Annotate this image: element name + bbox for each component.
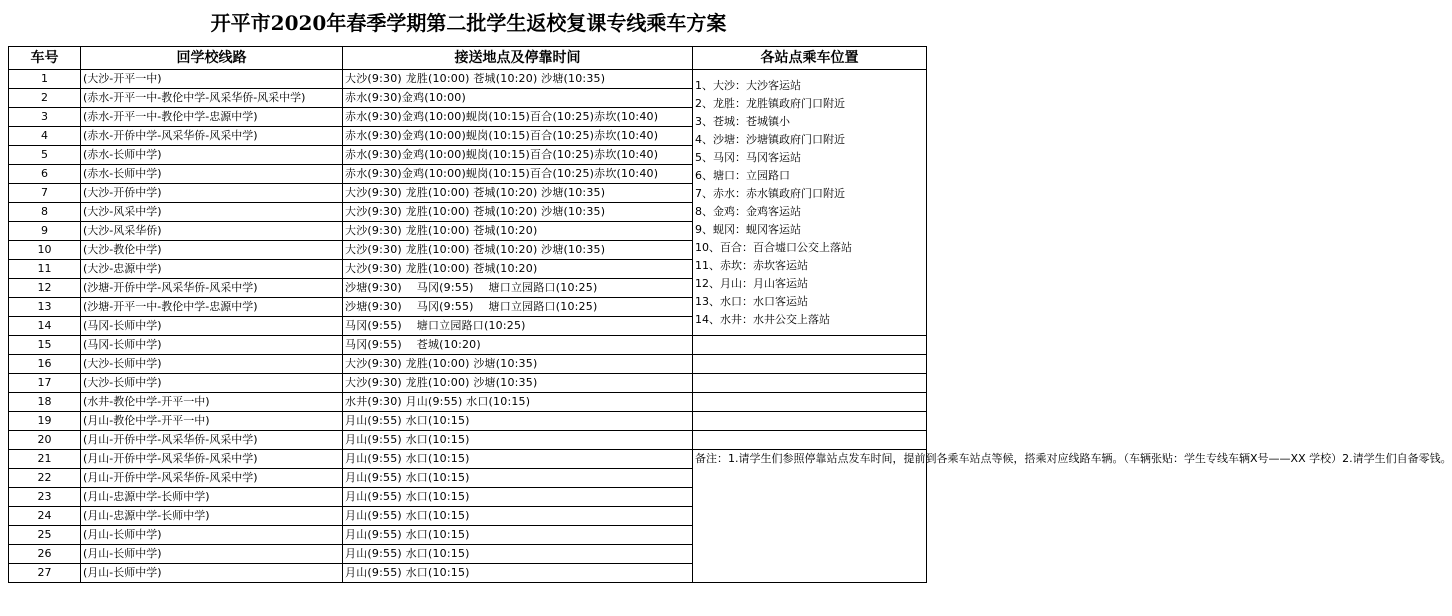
header-locations: 各站点乘车位置 (693, 47, 927, 70)
cell-route[interactable]: (大沙-长师中学) (81, 374, 343, 393)
cell-bus-no[interactable]: 5 (9, 146, 81, 165)
cell-bus-no[interactable]: 19 (9, 412, 81, 431)
cell-stops[interactable]: 大沙(9:30) 龙胜(10:00) 苍城(10:20) (343, 260, 693, 279)
bus-schedule-table (8, 46, 1452, 583)
cell-bus-no[interactable]: 26 (9, 545, 81, 564)
cell-route[interactable]: (大沙-开平一中) (81, 70, 343, 89)
cell-bus-no[interactable]: 23 (9, 488, 81, 507)
cell-stops[interactable]: 赤水(9:30)金鸡(10:00)蚬岗(10:15)百合(10:25)赤坎(10:40) (343, 165, 693, 184)
cell-route[interactable]: (赤水-开平一中-教伦中学-风采华侨-风采中学) (81, 89, 343, 108)
station-location-item: 7、赤水：赤水镇政府门口附近 (695, 186, 845, 200)
cell-bus-no[interactable]: 1 (9, 70, 81, 89)
station-location-item: 3、苍城：苍城镇小 (695, 114, 790, 128)
cell-stops[interactable]: 月山(9:55) 水口(10:15) (343, 450, 693, 469)
cell-bus-no[interactable]: 4 (9, 127, 81, 146)
cell-bus-no[interactable]: 13 (9, 298, 81, 317)
cell-route[interactable]: (月山-开侨中学-风采华侨-风采中学) (81, 469, 343, 488)
header-stops: 接送地点及停靠时间 (343, 47, 693, 70)
cell-bus-no[interactable]: 14 (9, 317, 81, 336)
cell-route[interactable]: (大沙-风采华侨) (81, 222, 343, 241)
table-row (9, 431, 927, 450)
cell-bus-no[interactable]: 3 (9, 108, 81, 127)
cell-stops[interactable]: 月山(9:55) 水口(10:15) (343, 488, 693, 507)
cell-stops[interactable]: 月山(9:55) 水口(10:15) (343, 469, 693, 488)
table-row (9, 70, 927, 89)
cell-route[interactable]: (马冈-长师中学) (81, 336, 343, 355)
station-location-item: 14、水井：水井公交上落站 (695, 312, 830, 326)
cell-stops[interactable]: 沙塘(9:30) 马冈(9:55) 塘口立园路口(10:25) (343, 298, 693, 317)
station-location-item: 13、水口：水口客运站 (695, 294, 808, 308)
cell-route[interactable]: (大沙-开侨中学) (81, 184, 343, 203)
cell-route[interactable]: (月山-长师中学) (81, 526, 343, 545)
cell-stops[interactable]: 月山(9:55) 水口(10:15) (343, 545, 693, 564)
cell-bus-no[interactable]: 12 (9, 279, 81, 298)
cell-stops[interactable]: 月山(9:55) 水口(10:15) (343, 526, 693, 545)
cell-route[interactable]: (月山-开侨中学-风采华侨-风采中学) (81, 450, 343, 469)
cell-stops[interactable]: 水井(9:30) 月山(9:55) 水口(10:15) (343, 393, 693, 412)
table-row (9, 450, 927, 469)
header-row (9, 47, 927, 70)
cell-stops[interactable]: 马冈(9:55) 塘口立园路口(10:25) (343, 317, 693, 336)
cell-route[interactable]: (赤水-长师中学) (81, 165, 343, 184)
cell-stops[interactable]: 月山(9:55) 水口(10:15) (343, 507, 693, 526)
station-location-item: 4、沙塘：沙塘镇政府门口附近 (695, 132, 845, 146)
cell-bus-no[interactable]: 11 (9, 260, 81, 279)
cell-stops[interactable]: 赤水(9:30)金鸡(10:00)蚬岗(10:15)百合(10:25)赤坎(10:40) (343, 127, 693, 146)
cell-bus-no[interactable]: 16 (9, 355, 81, 374)
cell-bus-no[interactable]: 7 (9, 184, 81, 203)
cell-bus-no[interactable]: 10 (9, 241, 81, 260)
cell-remarks[interactable]: 备注：1.请学生们参照停靠站点发车时间，提前到各乘车站点等候，搭乘对应线路车辆。（车辆张贴：学生专线车辆X号——XX 学校）2.请学生们自备零钱。 (693, 450, 927, 583)
cell-route[interactable]: (赤水-开侨中学-风采华侨-风采中学) (81, 127, 343, 146)
cell-bus-no[interactable]: 22 (9, 469, 81, 488)
cell-station-locations[interactable] (693, 70, 927, 336)
table-row (9, 393, 927, 412)
cell-stops[interactable]: 大沙(9:30) 龙胜(10:00) 苍城(10:20) 沙塘(10:35) (343, 241, 693, 260)
cell-route[interactable]: (马冈-长师中学) (81, 317, 343, 336)
station-location-item: 11、赤坎：赤坎客运站 (695, 258, 808, 272)
table-row (9, 374, 927, 393)
station-location-item: 8、金鸡：金鸡客运站 (695, 204, 801, 218)
table-row (9, 355, 927, 374)
page-title: 开平市2020年春季学期第二批学生返校复课专线乘车方案 (210, 11, 727, 35)
cell-route[interactable]: (赤水-长师中学) (81, 146, 343, 165)
station-location-item: 5、马冈：马冈客运站 (695, 150, 801, 164)
cell-route[interactable]: (沙塘-开侨中学-风采华侨-风采中学) (81, 279, 343, 298)
cell-route[interactable]: (大沙-风采中学) (81, 203, 343, 222)
table-row (9, 336, 927, 355)
cell-stops[interactable]: 月山(9:55) 水口(10:15) (343, 564, 693, 583)
header-bus-no: 车号 (9, 47, 81, 70)
cell-bus-no[interactable]: 18 (9, 393, 81, 412)
cell-stops[interactable]: 月山(9:55) 水口(10:15) (343, 412, 693, 431)
cell-stops[interactable]: 大沙(9:30) 龙胜(10:00) 沙塘(10:35) (343, 355, 693, 374)
cell-stops[interactable]: 马冈(9:55) 苍城(10:20) (343, 336, 693, 355)
cell-stops[interactable]: 大沙(9:30) 龙胜(10:00) 苍城(10:20) (343, 222, 693, 241)
cell-route[interactable]: (月山-教伦中学-开平一中) (81, 412, 343, 431)
cell-empty[interactable] (693, 393, 927, 412)
cell-route[interactable]: (月山-开侨中学-风采华侨-风采中学) (81, 431, 343, 450)
cell-stops[interactable]: 沙塘(9:30) 马冈(9:55) 塘口立园路口(10:25) (343, 279, 693, 298)
station-location-item: 10、百合：百合墟口公交上落站 (695, 240, 852, 254)
cell-route[interactable]: (月山-忠源中学-长师中学) (81, 488, 343, 507)
cell-empty[interactable] (693, 336, 927, 355)
cell-bus-no[interactable]: 8 (9, 203, 81, 222)
cell-bus-no[interactable]: 24 (9, 507, 81, 526)
cell-stops[interactable]: 大沙(9:30) 龙胜(10:00) 苍城(10:20) 沙塘(10:35) (343, 70, 693, 89)
cell-route[interactable]: (月山-忠源中学-长师中学) (81, 507, 343, 526)
table-body (9, 70, 1452, 583)
cell-empty[interactable] (693, 374, 927, 393)
station-location-item: 9、蚬冈：蚬冈客运站 (695, 222, 801, 236)
cell-empty[interactable] (693, 431, 927, 450)
header-route: 回学校线路 (81, 47, 343, 70)
cell-bus-no[interactable]: 20 (9, 431, 81, 450)
cell-bus-no[interactable]: 2 (9, 89, 81, 108)
cell-stops[interactable]: 赤水(9:30)金鸡(10:00)蚬岗(10:15)百合(10:25)赤坎(10:40) (343, 146, 693, 165)
cell-bus-no[interactable]: 25 (9, 526, 81, 545)
cell-stops[interactable]: 月山(9:55) 水口(10:15) (343, 431, 693, 450)
station-location-item: 2、龙胜：龙胜镇政府门口附近 (695, 96, 845, 110)
cell-bus-no[interactable]: 15 (9, 336, 81, 355)
cell-bus-no[interactable]: 27 (9, 564, 81, 583)
cell-route[interactable]: (沙塘-开平一中-教伦中学-忠源中学) (81, 298, 343, 317)
cell-empty[interactable] (693, 412, 927, 431)
cell-route[interactable]: (大沙-教伦中学) (81, 241, 343, 260)
cell-stops[interactable]: 大沙(9:30) 龙胜(10:00) 沙塘(10:35) (343, 374, 693, 393)
cell-stops[interactable]: 大沙(9:30) 龙胜(10:00) 苍城(10:20) 沙塘(10:35) (343, 184, 693, 203)
cell-route[interactable]: (月山-长师中学) (81, 564, 343, 583)
cell-bus-no[interactable]: 21 (9, 450, 81, 469)
station-location-item: 12、月山：月山客运站 (695, 276, 808, 290)
station-location-item: 6、塘口：立园路口 (695, 168, 790, 182)
cell-bus-no[interactable]: 17 (9, 374, 81, 393)
cell-route[interactable]: (水井-教伦中学-开平一中) (81, 393, 343, 412)
table-row (9, 412, 927, 431)
cell-bus-no[interactable]: 9 (9, 222, 81, 241)
cell-stops[interactable]: 赤水(9:30)金鸡(10:00)蚬岗(10:15)百合(10:25)赤坎(10:40) (343, 108, 693, 127)
cell-route[interactable]: (大沙-长师中学) (81, 355, 343, 374)
station-location-item: 1、大沙：大沙客运站 (695, 78, 801, 92)
cell-route[interactable]: (赤水-开平一中-教伦中学-忠源中学) (81, 108, 343, 127)
cell-empty[interactable] (693, 355, 927, 374)
cell-stops[interactable]: 大沙(9:30) 龙胜(10:00) 苍城(10:20) 沙塘(10:35) (343, 203, 693, 222)
cell-stops[interactable]: 赤水(9:30)金鸡(10:00) (343, 89, 693, 108)
cell-route[interactable]: (月山-长师中学) (81, 545, 343, 564)
cell-bus-no[interactable]: 6 (9, 165, 81, 184)
cell-route[interactable]: (大沙-忠源中学) (81, 260, 343, 279)
